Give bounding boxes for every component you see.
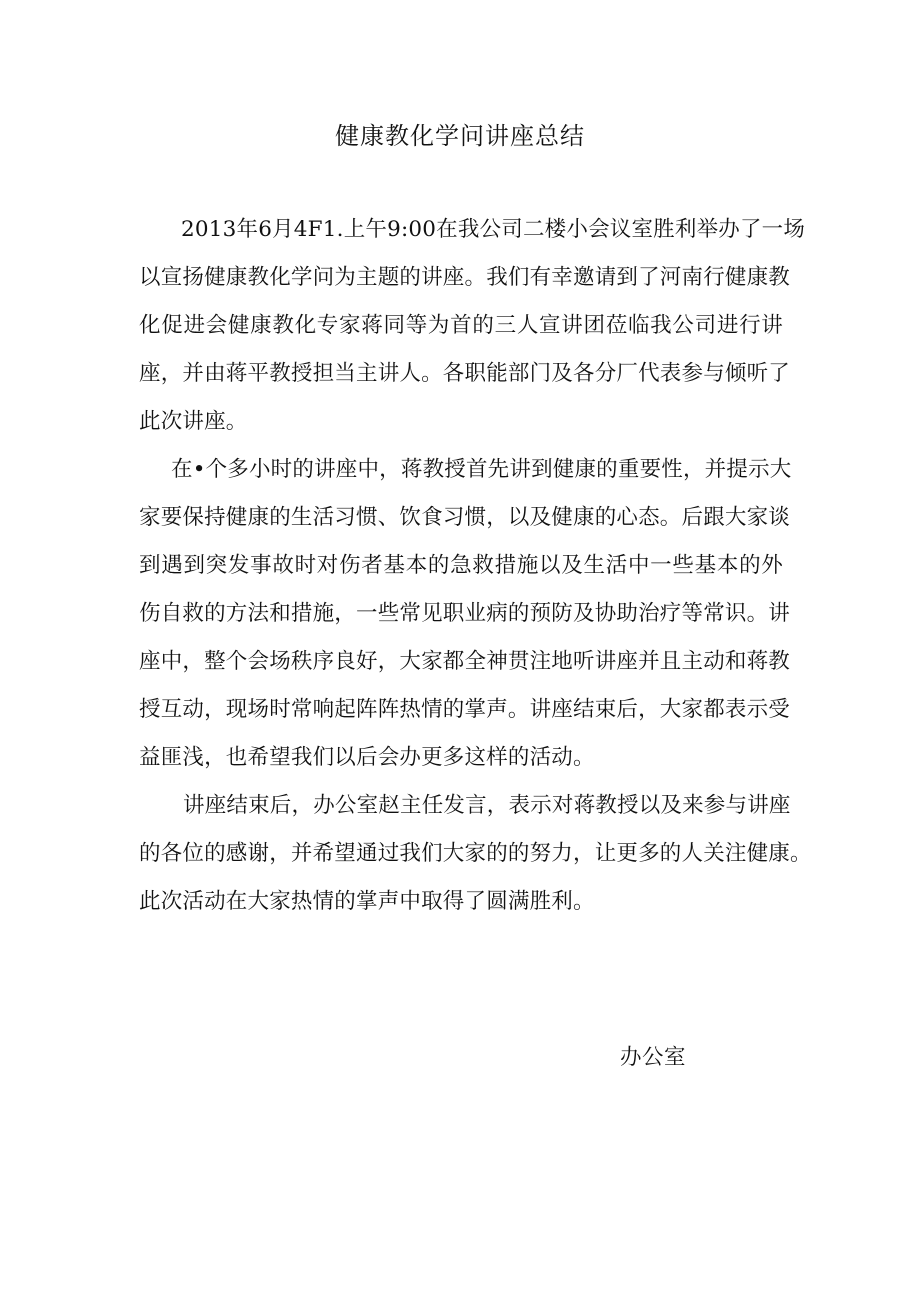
paragraph-line: 伤自救的方法和措施，一些常见职业病的预防及协助治疗等常识。讲 [139,601,791,626]
paragraph-line: 此次讲座。 [139,409,248,434]
paragraph-line: 授互动，现场时常响起阵阵热情的掌声。讲座结束后，大家都表示受 [139,697,791,722]
paragraph-line: 座，并由蒋平教授担当主讲人。各职能部门及各分厂代表参与倾听了 [139,361,791,386]
paragraph-1 [139,206,806,446]
paragraph-line: 讲座结束后，办公室赵主任发言，表示对蒋教授以及来参与讲座 [183,793,791,818]
paragraph-3 [139,782,812,926]
paragraph-line: 此次活动在大家热情的掌声中取得了圆满胜利。 [139,889,595,914]
paragraph-line: 家要保持健康的生活习惯、饮食习惯，以及健康的心态。后跟大家谈 [139,505,791,530]
paragraph-line: 化促进会健康教化专家蒋同等为首的三人宣讲团莅临我公司进行讲 [139,313,783,338]
document-body [139,206,812,926]
paragraph-line: 益匪浅，也希望我们以后会办更多这样的活动。 [139,745,595,770]
paragraph-line: 到遇到突发事故时对伤者基本的急救措施以及生活中一些基本的外 [139,553,783,578]
paragraph-line: 2013年6月4F1.上午9:00在我公司二楼小会议室胜利举办了一场 [181,217,806,242]
paragraph-line: 座中，整个会场秩序良好，大家都全神贯注地听讲座并且主动和蒋教 [139,649,791,674]
paragraph-line: 以宣扬健康教化学问为主题的讲座。我们有幸邀请到了河南行健康教 [139,265,791,290]
paragraph-2 [139,446,792,782]
paragraph-line: 在•个多小时的讲座中，蒋教授首先讲到健康的重要性，并提示大 [171,457,792,482]
signature-department: 办公室 [620,1045,687,1070]
document-title: 健康教化学问讲座总结 [335,122,585,150]
paragraph-line: 的各位的感谢，并希望通过我们大家的的努力，让更多的人关注健康。 [139,841,812,866]
